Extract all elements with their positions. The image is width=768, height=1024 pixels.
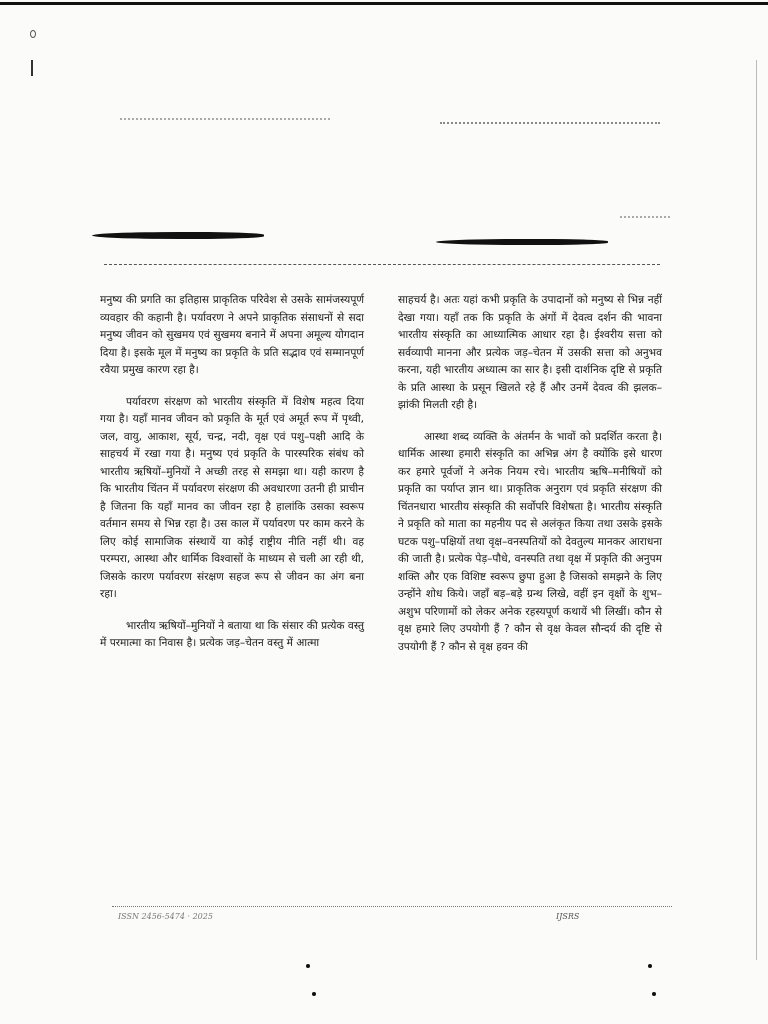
footer-dotted-rule (112, 906, 672, 907)
scan-speck (306, 964, 310, 968)
decorative-stroke-left (92, 232, 264, 239)
right-text-column (398, 292, 662, 670)
footer-journal-name: IJSRS (556, 912, 580, 921)
faded-header-text-left (120, 118, 330, 128)
margin-mark (28, 30, 36, 80)
left-text-column (100, 292, 364, 667)
margin-dot (30, 30, 36, 38)
faded-header-text-right-2 (620, 216, 670, 218)
scan-speck (648, 964, 652, 968)
decorative-stroke-right (436, 239, 608, 245)
margin-bar (31, 60, 33, 76)
left-paragraph-3: भारतीय ऋषियों–मुनियों ने बताया था कि संसार की प्रत्येक वस्तु में परमात्मा का निवास है। प्रत्येक जड़–चेतन वस्तु में आत्मा (100, 619, 364, 649)
right-paragraph-2: आस्था शब्द व्यक्ति के अंतर्मन के भावों को प्रदर्शित करता है। धार्मिक आस्था हमारी संस्कृति का अभिन्न अंग है क्योंकि इसे धारण कर हमारे पूर्वजों ने अनेक नियम रचे। भारतीय ऋषि–मनीषियों को प्रकृति का पर्याप्त ज्ञान था। प्राकृतिक अनुराग एवं प्रकृति संरक्षण की चिंतनधारा भारतीय संस्कृति की सर्वोपरि विशेषता है। भारतीय संस्कृति ने प्रकृति को माता का महनीय पद से अलंकृत किया तथा उसके इसके घटक पशु–पक्षियों तथा वृक्ष–वनस्पतियों को देवतुल्य मानकर आराधना की जाती है। प्रत्येक पेड़–पौधे, वनस्पति तथा वृक्ष में प्रकृति की अनुपम शक्ति और एक विशिष्ट स्वरूप छुपा हुआ है जिसको समझने के लिए उन्होंने शोध किये। जहाँ बड़–बड़े ग्रन्थ लिखे, वहीं इन वृक्षों के शुभ–अशुभ परिणामों को लेकर अनेक रहस्यपूर्ण कथायें भी लिखीं। कौन से वृक्ष हमारे लिए उपयोगी हैं ? कौन से वृक्ष केवल सौन्दर्य की दृष्टि से उपयोगी हैं ? कौन से वृक्ष हवन की (398, 430, 662, 653)
footer-journal-info: ISSN 2456-5474 · 2025 (118, 912, 213, 921)
scan-speck (312, 992, 316, 996)
header-dashed-rule (104, 264, 660, 265)
faded-header-text-right (440, 122, 660, 132)
left-paragraph-2: पर्यावरण संरक्षण को भारतीय संस्कृति में विशेष महत्व दिया गया है। यहाँ मानव जीवन को प्रकृति के मूर्त एवं अमूर्त रूप में पृथ्वी, जल, वायु, आकाश, सूर्य, चन्द्र, नदी, वृक्ष एवं पशु–पक्षी आदि के साहचर्य में रखा गया है। मनुष्य एवं प्रकृति के पारस्परिक संबंध को भारतीय ऋषियों–मुनियों ने अच्छी तरह से समझा था। यही कारण है कि भारतीय चिंतन में पर्यावरण संरक्षण की अवधारणा उतनी ही प्राचीन है जितना कि यहाँ मानव का जीवन रहा है हालांकि उसका स्वरूप वर्तमान समय से भिन्न रहा है। उस काल में पर्यावरण पर काम करने के लिए कोई सामाजिक संस्थायें या कोई राष्ट्रीय नीति नहीं थी। वह परम्परा, आस्था और धार्मिक विश्वासों के माध्यम से चली आ रही थी, जिसके कारण पर्यावरण संरक्षण सहज रूप से जीवन का अंग बना रहा। (100, 395, 364, 600)
right-paragraph-1: साहचर्य है। अतः यहां कभी प्रकृति के उपादानों को मनुष्य से भिन्न नहीं देखा गया। यहाँ तक कि प्रकृति के अंगों में देवत्व दर्शन की भावना भारतीय संस्कृति का आध्यात्मिक आधार रहा है। ईश्वरीय सत्ता को सर्वव्यापी मानना और प्रत्येक जड़–चेतन में उसकी सत्ता को अनुभव करना, यही भारतीय अध्यात्म का सार है। इसी दार्शनिक दृष्टि से प्रकृति के प्रति आस्था के प्रसून खिलते रहे हैं और उनमें देवत्व की झलक–झांकी मिलती रही है। (398, 294, 662, 411)
top-scan-edge (0, 2, 768, 5)
right-scan-edge (756, 60, 757, 960)
scan-speck (652, 992, 656, 996)
left-paragraph-1: मनुष्य की प्रगति का इतिहास प्राकृतिक परिवेश से उसके सामंजस्यपूर्ण व्यवहार की कहानी है। पर्यावरण ने अपने प्राकृतिक संसाधनों से सदा मनुष्य जीवन को सुखमय एवं सुखमय बनाने में अपना अमूल्य योगदान दिया है। इसके मूल में मनुष्य का प्रकृति के प्रति सद्भाव एवं सम्मानपूर्ण रवैया प्रमुख कारण रहा है। (100, 294, 364, 376)
